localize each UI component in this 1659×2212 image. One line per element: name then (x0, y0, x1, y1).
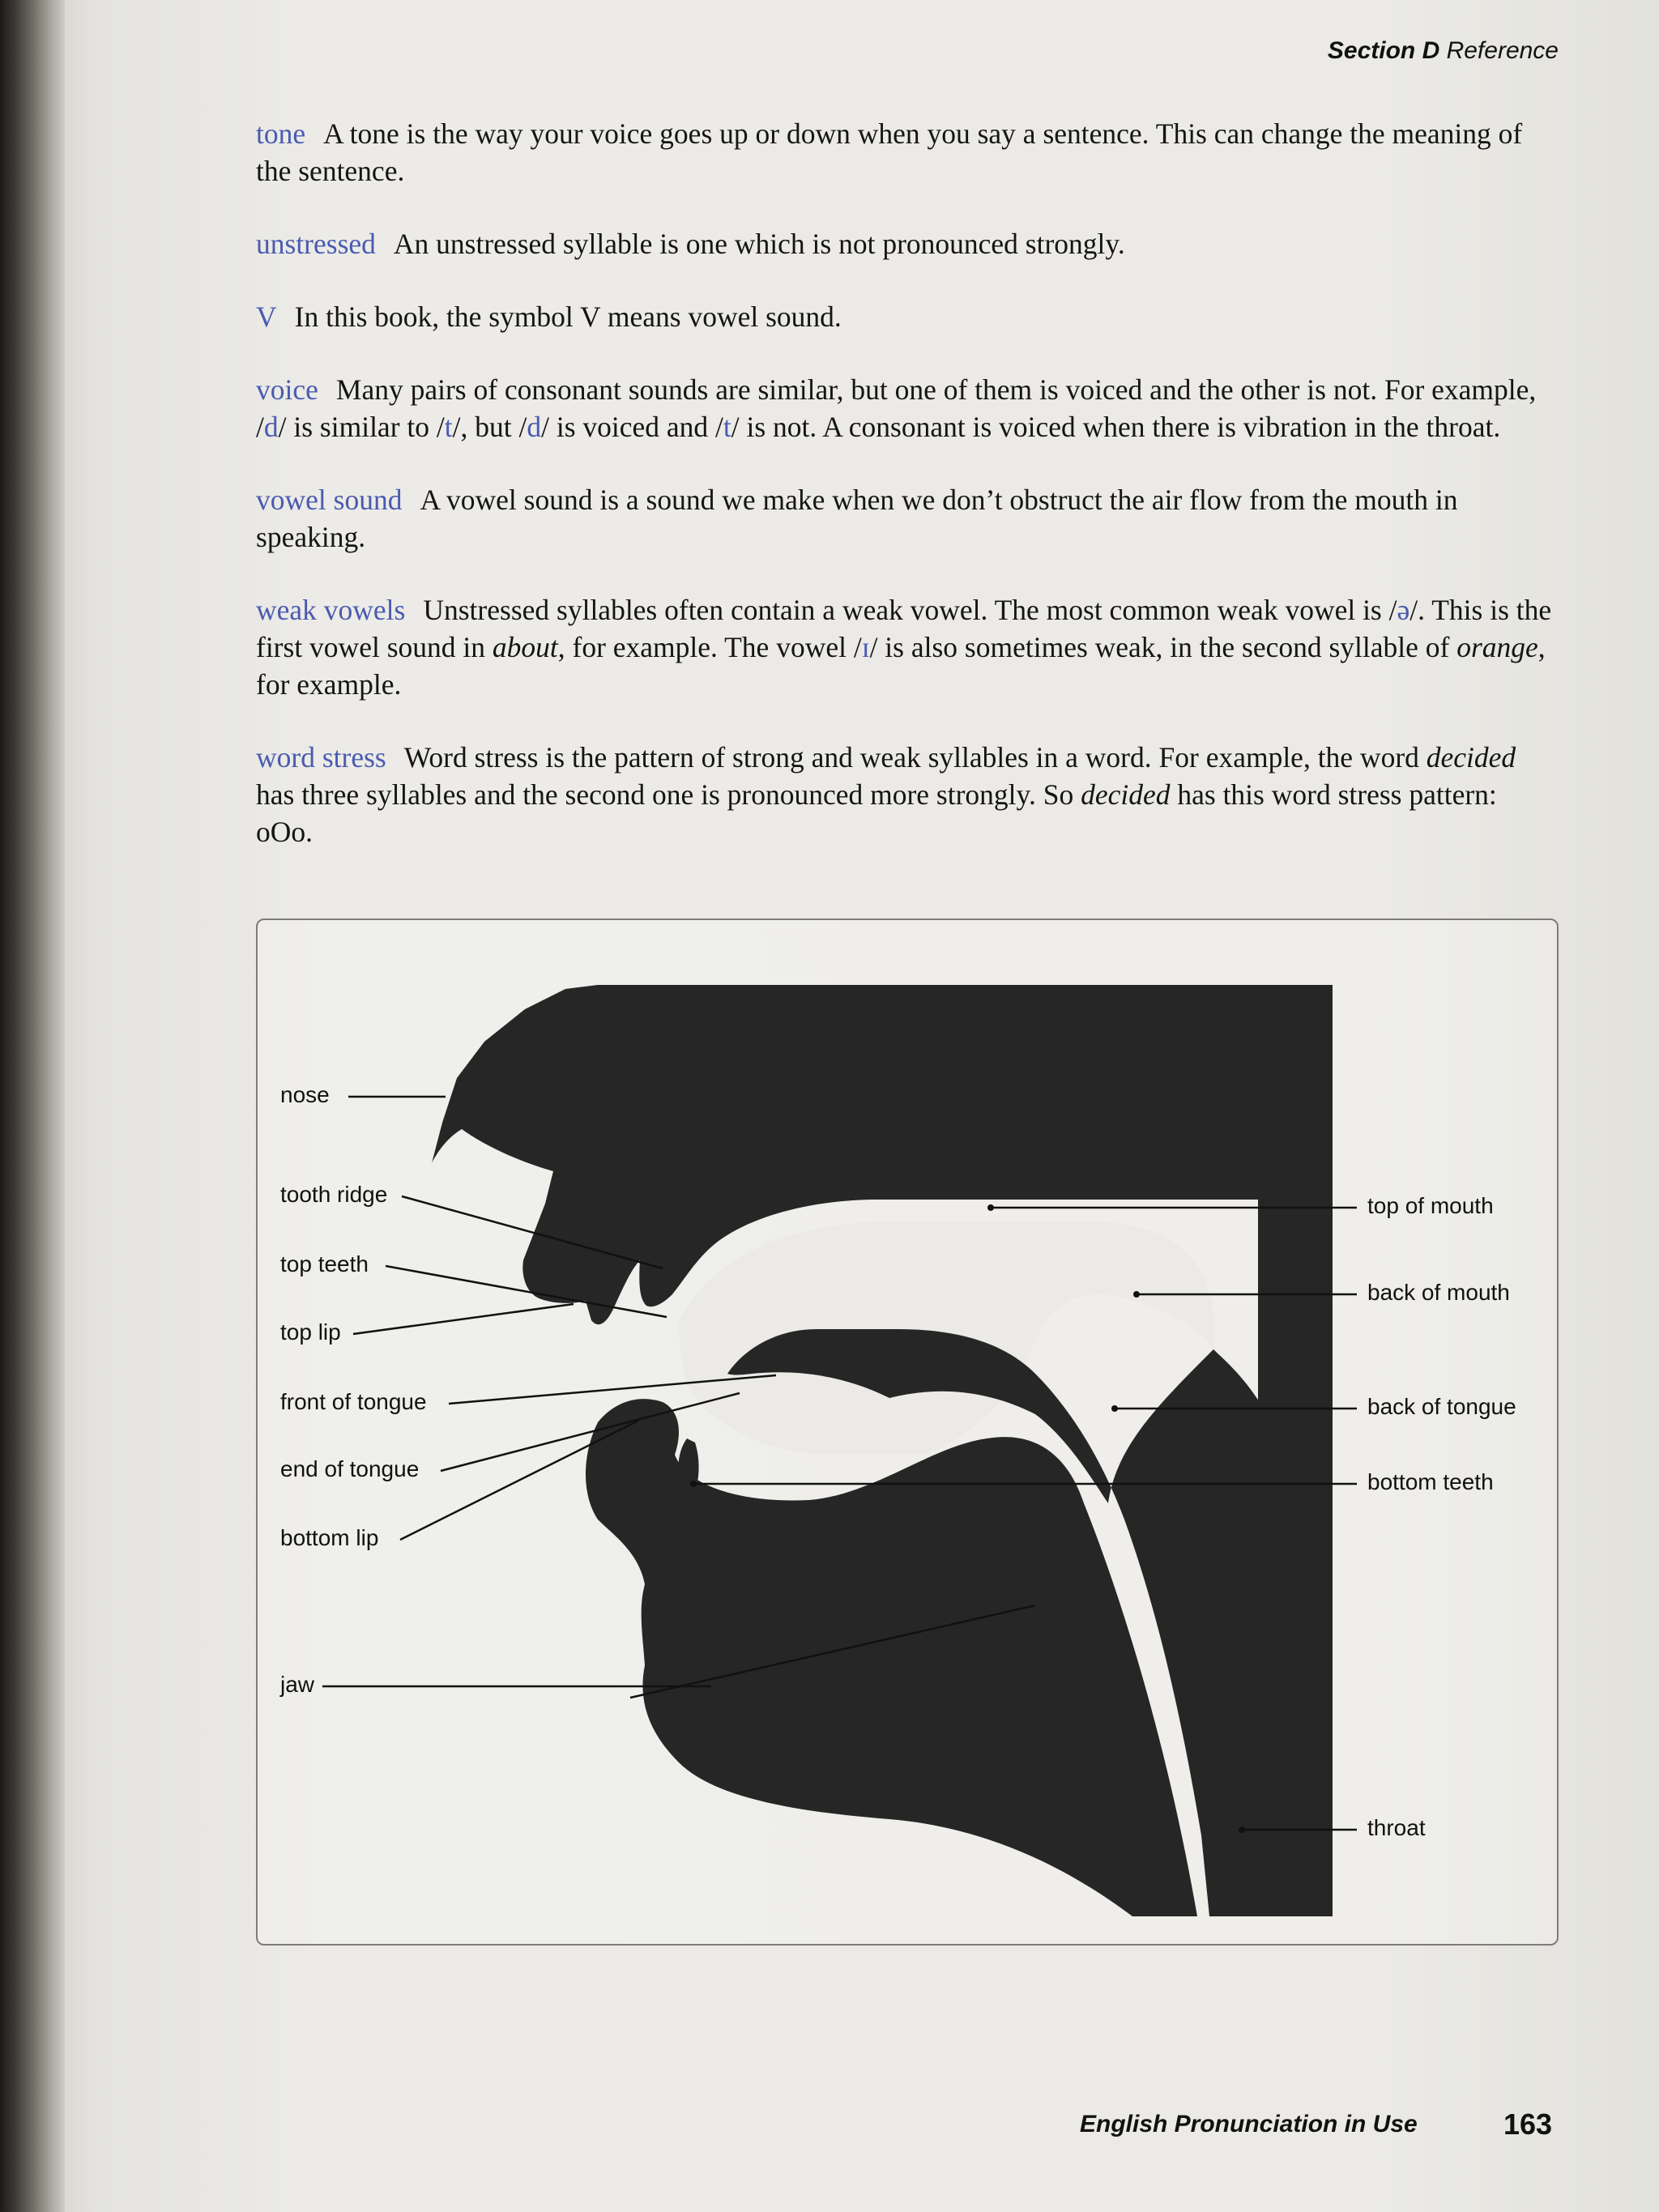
entry-definition: In this book, the symbol V means vowel sound. (294, 300, 842, 333)
entry-tone (256, 115, 1552, 190)
running-head-section: Section D (1327, 37, 1440, 64)
definition-text: / is not. A consonant is voiced when there is vibration in the throat. (731, 411, 1501, 443)
example-word: orange (1456, 631, 1538, 663)
phoneme-symbol: ə (1397, 594, 1410, 626)
definition-text: / is voiced and / (541, 411, 723, 443)
definition-text: , for example. The vowel / (557, 631, 862, 663)
label-top-lip: top lip (280, 1319, 341, 1345)
entry-v (256, 298, 1552, 335)
phoneme-symbol: ɪ (861, 631, 870, 663)
speech-organs-diagram (256, 918, 1559, 1946)
entry-term: word stress (256, 741, 386, 774)
label-front-of-tongue: front of tongue (280, 1389, 427, 1414)
book-spine-shadow (0, 0, 65, 2212)
footer-book-title: English Pronunciation in Use (1080, 2111, 1418, 2137)
entry-unstressed (256, 225, 1552, 262)
phoneme-symbol: d (263, 411, 279, 443)
label-back-of-tongue: back of tongue (1367, 1394, 1516, 1419)
entry-term: voice (256, 373, 318, 406)
head-silhouette (432, 985, 1333, 1916)
definition-text: has this word stress pattern: oOo. (256, 778, 1497, 848)
back-of-mouth-dot (1133, 1291, 1140, 1298)
label-jaw: jaw (280, 1672, 315, 1697)
definition-text: Word stress is the pattern of strong and weak syllables in a word. For example, the word (403, 741, 1427, 774)
label-end-of-tongue: end of tongue (280, 1456, 420, 1481)
running-head-name: Reference (1446, 37, 1559, 64)
glossary-entries (256, 115, 1552, 886)
running-head (1328, 37, 1559, 65)
label-throat: throat (1367, 1815, 1426, 1840)
entry-voice (256, 371, 1552, 445)
phoneme-symbol: d (527, 411, 542, 443)
top-of-mouth-dot (987, 1204, 994, 1211)
label-top-teeth: top teeth (280, 1251, 369, 1276)
throat-dot (1239, 1826, 1245, 1833)
entry-term: weak vowels (256, 594, 406, 626)
throat-column (1258, 985, 1333, 1916)
label-top-of-mouth: top of mouth (1367, 1193, 1494, 1218)
head-cross-section-svg (258, 920, 1557, 1944)
top-lip-leader (353, 1304, 574, 1334)
definition-text: has three syllables and the second one is pronounced more strongly. So (256, 778, 1081, 811)
bottom-teeth-dot (690, 1481, 697, 1487)
example-word: decided (1426, 741, 1516, 774)
entry-vowel-sound (256, 481, 1552, 556)
definition-text: , for example. (256, 631, 1546, 701)
label-nose: nose (280, 1082, 330, 1107)
definition-text: Many pairs of consonant sounds are similar, but one of them is voiced and the other is not. For example, / (256, 373, 1537, 443)
example-word: decided (1081, 778, 1171, 811)
page-number: 163 (1503, 2108, 1553, 2141)
definition-text: / is also sometimes weak, in the second syllable of (869, 631, 1457, 663)
label-bottom-lip: bottom lip (280, 1525, 379, 1550)
entry-weak-vowels (256, 591, 1552, 703)
entry-word-stress (256, 739, 1552, 850)
entry-term: vowel sound (256, 484, 403, 516)
definition-text: /. This is the first vowel sound in (256, 594, 1552, 663)
entry-definition: A tone is the way your voice goes up or down when you say a sentence. This can change the meaning of the sentence. (256, 117, 1523, 187)
definition-text: / is similar to / (278, 411, 445, 443)
back-of-tongue-dot (1111, 1405, 1118, 1412)
example-word: about (492, 631, 558, 663)
label-back-of-mouth: back of mouth (1367, 1280, 1510, 1305)
entry-term: tone (256, 117, 306, 150)
entry-term: V (256, 300, 277, 333)
phoneme-symbol: t (723, 411, 731, 443)
label-bottom-teeth: bottom teeth (1367, 1469, 1494, 1494)
definition-text: Unstressed syllables often contain a weak vowel. The most common weak vowel is / (423, 594, 1397, 626)
entry-definition: A vowel sound is a sound we make when we don’t obstruct the air flow from the mouth in speaking. (256, 484, 1458, 553)
label-tooth-ridge: tooth ridge (280, 1182, 388, 1207)
entry-definition: An unstressed syllable is one which is not pronounced strongly. (393, 228, 1125, 260)
phoneme-symbol: t (444, 411, 453, 443)
definition-text: /, but / (452, 411, 527, 443)
entry-term: unstressed (256, 228, 376, 260)
